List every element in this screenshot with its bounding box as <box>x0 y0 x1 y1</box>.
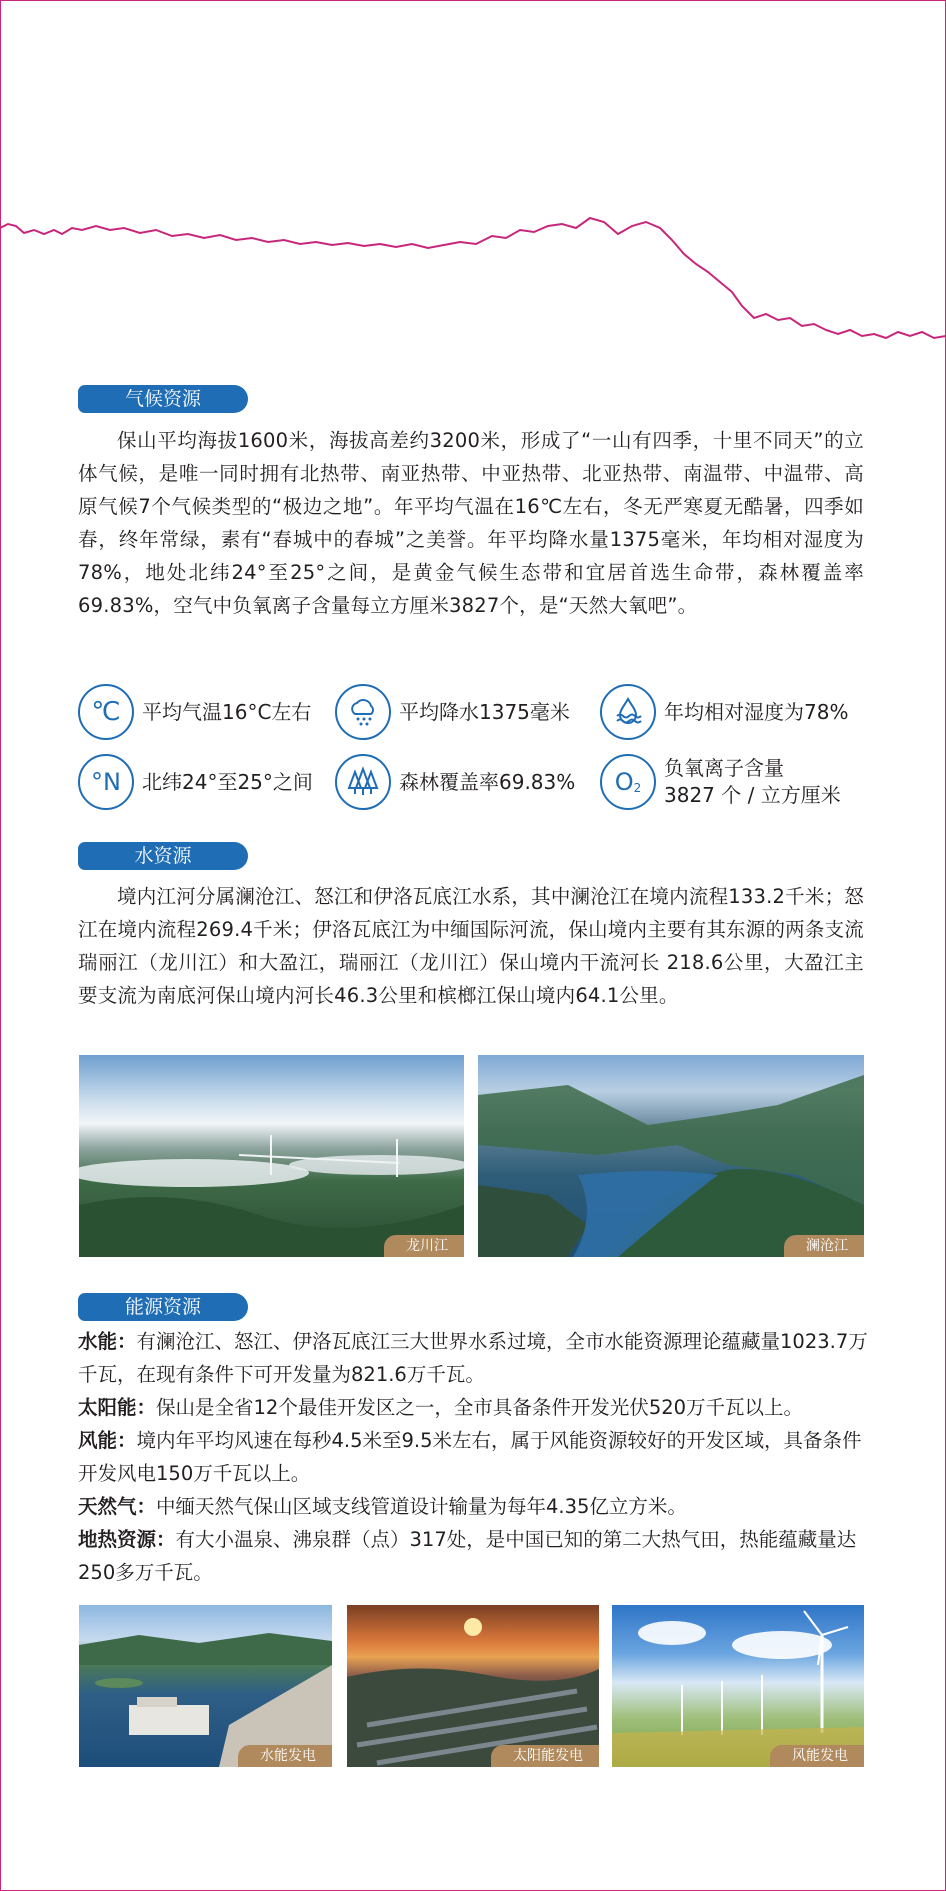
energy-item-wind <box>78 1424 868 1490</box>
energy-text: 中缅天然气保山区域支线管道设计输量为每年4.35亿立方米。 <box>156 1495 687 1518</box>
energy-item-hydro <box>78 1325 868 1391</box>
energy-list <box>78 1325 868 1589</box>
energy-text: 保山是全省12个最佳开发区之一，全市具备条件开发光伏520万千瓦以上。 <box>156 1396 804 1419</box>
stat-label-line2: 3827 个 / 立方厘米 <box>664 783 841 807</box>
energy-item-solar <box>78 1391 868 1424</box>
photo-longchuan-river <box>79 1055 464 1257</box>
climate-stats-row-1 <box>78 682 868 742</box>
photo-hydropower <box>79 1605 332 1767</box>
stat-latitude <box>78 752 313 812</box>
energy-item-gas <box>78 1490 868 1523</box>
photo-solar-power <box>347 1605 599 1767</box>
humidity-icon <box>600 684 656 740</box>
stat-label: 平均气温16°C左右 <box>142 700 312 724</box>
stat-precipitation <box>335 682 570 742</box>
stat-label: 年均相对湿度为78% <box>664 700 849 724</box>
photo-wind-power <box>612 1605 864 1767</box>
stat-humidity <box>600 682 848 742</box>
stat-label: 森林覆盖率69.83% <box>399 770 576 794</box>
climate-stats-row-2 <box>78 752 868 812</box>
energy-term: 水能： <box>78 1330 137 1353</box>
section-tag-water: 水资源 <box>78 842 248 870</box>
stat-label-line1: 负氧离子含量 <box>664 756 784 780</box>
photo-caption: 龙川江 <box>384 1235 464 1257</box>
energy-term: 风能： <box>78 1429 137 1452</box>
photo-lancang-river <box>478 1055 864 1257</box>
oxygen-icon: O 2 <box>600 754 656 810</box>
energy-text: 有大小温泉、沸泉群（点）317处，是中国已知的第二大热气田，热能蕴藏量达250多万千瓦。 <box>78 1528 857 1584</box>
energy-term: 天然气： <box>78 1495 157 1518</box>
terrain-profile-line <box>0 200 946 360</box>
energy-text: 境内年平均风速在每秒4.5米至9.5米左右，属于风能资源较好的开发区域，具备条件开发风电150万千瓦以上。 <box>78 1429 862 1485</box>
section-tag-energy: 能源资源 <box>78 1293 248 1321</box>
climate-paragraph: 保山平均海拔1600米，海拔高差约3200米，形成了“一山有四季，十里不同天”的立体气候，是唯一同时拥有北热带、南亚热带、中亚热带、北亚热带、南温带、中温带、高原气候7个气候类型的“极边之地”。年平均气温在16℃左右，冬无严寒夏无酷暑，四季如春，终年常绿，素有“春城中的春城”之美誉。年平均降水量1375毫米，年均相对湿度为78%，地处北纬24°至25°之间，是黄金气候生态带和宜居首选生命带，森林覆盖率69.83%，空气中负氧离子含量每立方厘米3827个，是“天然大氧吧”。 <box>78 429 864 617</box>
energy-item-geothermal <box>78 1523 868 1589</box>
section-tag-climate: 气候资源 <box>78 385 248 413</box>
stat-label: 北纬24°至25°之间 <box>142 770 313 794</box>
stat-forest <box>335 752 575 812</box>
stat-label: 平均降水1375毫米 <box>399 700 570 724</box>
photo-caption: 风能发电 <box>770 1745 864 1767</box>
stat-temperature <box>78 682 311 742</box>
energy-text: 有澜沧江、怒江、伊洛瓦底江三大世界水系过境，全市水能资源理论蕴藏量1023.7万千瓦，在现有条件下可开发量为821.6万千瓦。 <box>78 1330 868 1386</box>
water-paragraph: 境内江河分属澜沧江、怒江和伊洛瓦底江水系，其中澜沧江在境内流程133.2千米；怒江在境内流程269.4千米；伊洛瓦底江为中缅国际河流，保山境内主要有其东源的两条支流瑞丽江（龙川江）和大盈江，瑞丽江（龙川江）保山境内干流河长 218.6公里，大盈江主要支流为南底河保山境内河长46.3公里和槟榔江保山境内64.1公里。 <box>78 885 864 1007</box>
energy-term: 地热资源： <box>78 1528 176 1551</box>
energy-term: 太阳能： <box>78 1396 157 1419</box>
forest-icon <box>335 754 391 810</box>
photo-caption: 水能发电 <box>238 1745 332 1767</box>
celsius-icon: ℃ <box>78 684 134 740</box>
rain-cloud-icon <box>335 684 391 740</box>
photo-caption: 澜沧江 <box>784 1235 864 1257</box>
north-icon: °N <box>78 754 134 810</box>
photo-caption: 太阳能发电 <box>491 1745 599 1767</box>
stat-oxygen <box>600 752 841 812</box>
